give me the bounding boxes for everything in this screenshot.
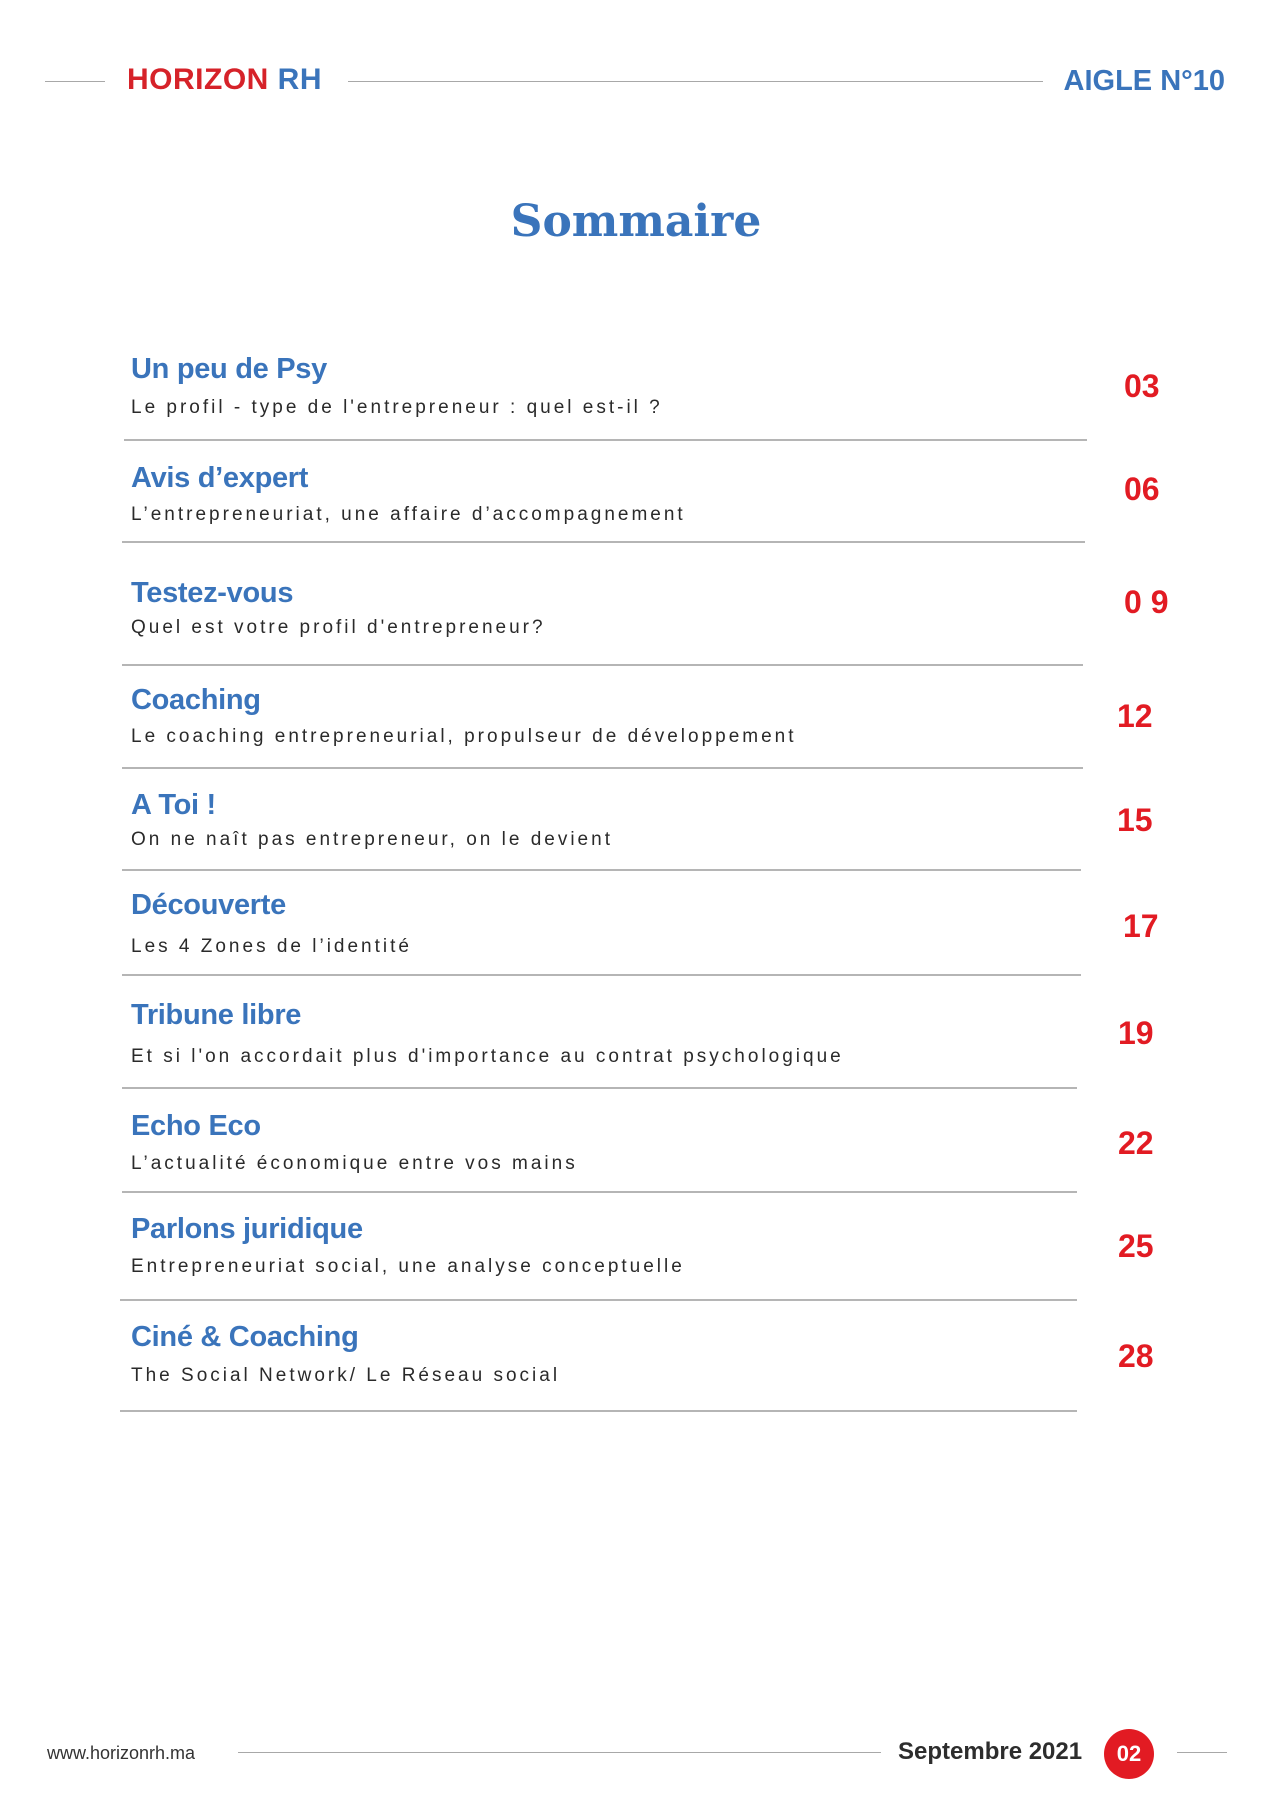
toc-divider [122, 541, 1085, 543]
toc-section-title: A Toi ! [131, 789, 216, 821]
toc-section-description: Entrepreneuriat social, une analyse conceptuelle [131, 1256, 685, 1277]
toc-page-number: 28 [1118, 1338, 1154, 1374]
toc-section-title: Echo Eco [131, 1110, 261, 1142]
toc-section-title: Parlons juridique [131, 1213, 363, 1245]
toc-section-title: Un peu de Psy [131, 353, 327, 385]
toc-page-number: 12 [1117, 698, 1153, 734]
toc-divider [120, 1410, 1077, 1412]
toc-divider [120, 1299, 1077, 1301]
toc-section-description: Les 4 Zones de l’identité [131, 936, 412, 957]
toc-section-title: Tribune libre [131, 999, 302, 1031]
footer-rule-right [1177, 1752, 1227, 1753]
toc-section-description: Le coaching entrepreneurial, propulseur de développement [131, 726, 797, 747]
toc-section-description: L’actualité économique entre vos mains [131, 1153, 578, 1174]
toc-section-description: L’entrepreneuriat, une affaire d’accompagnement [131, 504, 686, 525]
footer-website-link[interactable]: www.horizonrh.ma [47, 1743, 196, 1763]
toc-page-number: 03 [1124, 368, 1160, 404]
toc-divider [122, 767, 1083, 769]
toc-divider [122, 664, 1083, 666]
toc-section-title: Ciné & Coaching [131, 1321, 359, 1353]
toc-section-description: Et si l'on accordait plus d'importance au contrat psychologique [131, 1046, 844, 1067]
brand-logo [127, 62, 322, 98]
toc-page-number: 06 [1124, 471, 1160, 507]
toc-divider [122, 1191, 1077, 1193]
footer-rule-middle [238, 1752, 881, 1753]
header-rule-middle [348, 81, 1043, 82]
toc-section-description: Le profil - type de l'entrepreneur : quel est-il ? [131, 397, 663, 418]
toc-section-title: Testez-vous [131, 577, 294, 609]
toc-page-number: 0 9 [1124, 584, 1169, 620]
toc-divider [122, 974, 1081, 976]
footer-issue-date: Septembre 2021 [898, 1738, 1083, 1765]
header-rule-left [45, 81, 105, 82]
toc-divider [124, 439, 1087, 441]
toc-section-description: The Social Network/ Le Réseau social [131, 1365, 561, 1386]
toc-section-title: Coaching [131, 684, 261, 716]
page-title: Sommaire [510, 196, 762, 247]
toc-page-number: 19 [1118, 1015, 1154, 1051]
toc-section-description: On ne naît pas entrepreneur, on le devient [131, 829, 613, 850]
toc-divider [122, 869, 1081, 871]
footer-page-number-badge: 02 [1104, 1729, 1154, 1779]
toc-page-number: 17 [1123, 908, 1159, 944]
toc-section-title: Découverte [131, 889, 286, 921]
toc-page-number: 22 [1118, 1125, 1154, 1161]
issue-number: AIGLE N°10 [1063, 65, 1225, 97]
toc-page-number: 15 [1117, 802, 1153, 838]
toc-section-title: Avis d’expert [131, 462, 309, 494]
brand-name-rh: RH [277, 63, 323, 96]
toc-section-description: Quel est votre profil d'entrepreneur? [131, 617, 546, 638]
toc-page-number: 25 [1118, 1228, 1154, 1264]
brand-name-horizon: HORIZON [127, 63, 269, 96]
toc-divider [122, 1087, 1077, 1089]
